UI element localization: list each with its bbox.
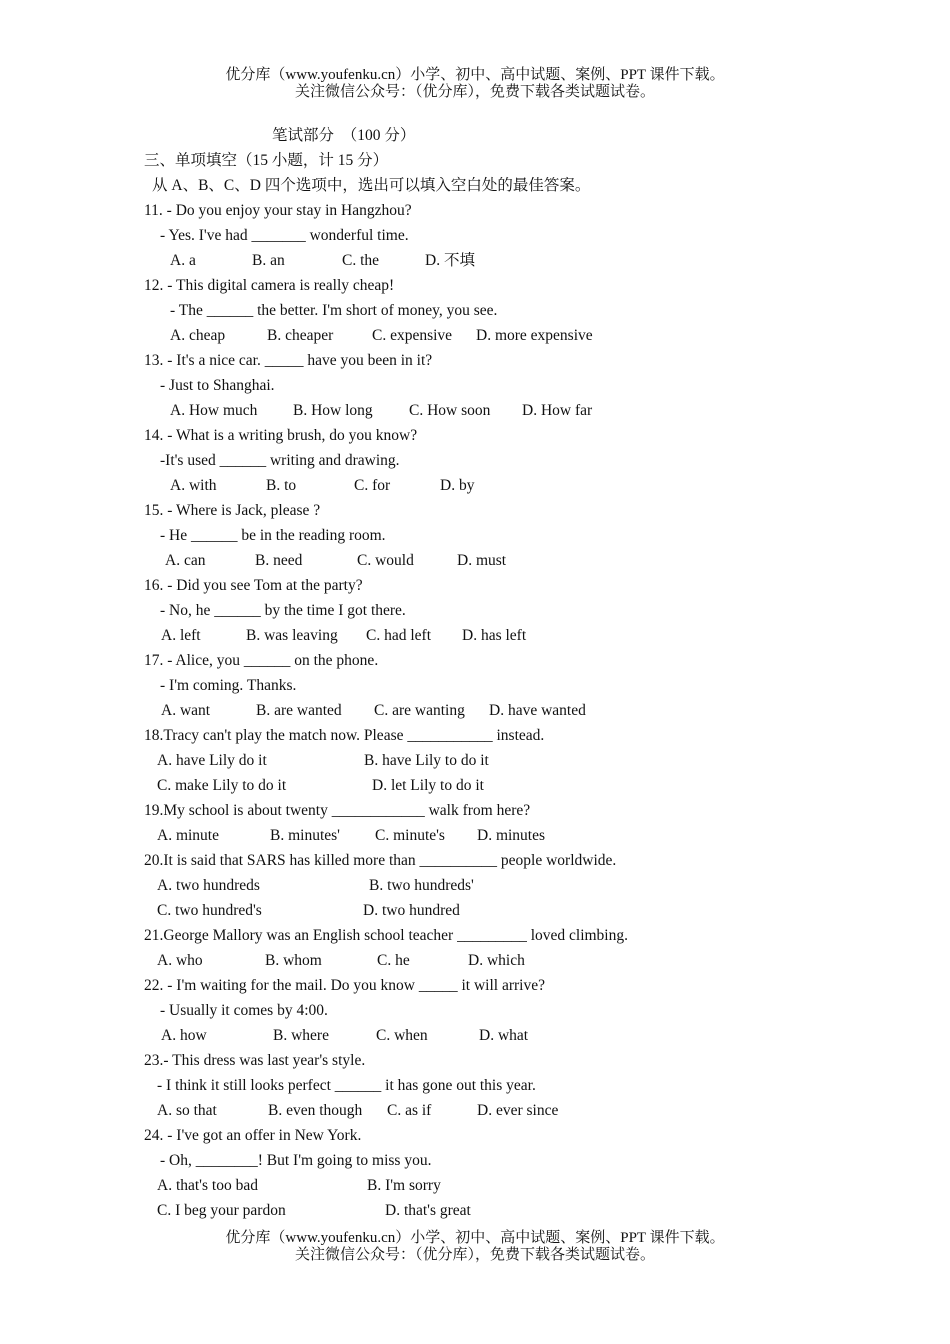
option-20-a: A. two hundreds [157, 877, 260, 894]
option-24-c: C. I beg your pardon [157, 1202, 286, 1219]
question-14-stem: 14. - What is a writing brush, do you know? [144, 427, 418, 444]
question-15-reply: - He ______ be in the reading room. [160, 527, 386, 544]
question-16-reply: - No, he ______ by the time I got there. [160, 602, 406, 619]
question-24-stem: 24. - I've got an offer in New York. [144, 1127, 362, 1144]
option-11-d: D. 不填 [425, 252, 475, 269]
option-13-d: D. How far [522, 402, 593, 419]
question-12-reply: - The ______ the better. I'm short of money, you see. [170, 302, 498, 319]
option-20-b: B. two hundreds' [369, 877, 474, 894]
option-13-a: A. How much [170, 402, 258, 419]
option-14-b: B. to [266, 477, 297, 494]
question-20-stem: 20.It is said that SARS has killed more than __________ people worldwide. [144, 852, 617, 869]
option-19-c: C. minute's [375, 827, 445, 844]
option-23-b: B. even though [268, 1102, 363, 1119]
question-24-reply: - Oh, ________! But I'm going to miss you. [160, 1152, 432, 1169]
option-19-d: D. minutes [477, 827, 546, 844]
option-18-c: C. make Lily to do it [157, 777, 287, 794]
instruction: 从 A、B、C、D 四个选项中，选出可以填入空白处的最佳答案。 [152, 177, 591, 194]
option-24-d: D. that's great [385, 1202, 471, 1219]
option-22-b: B. where [273, 1027, 329, 1044]
question-18-stem: 18.Tracy can't play the match now. Please ___________ instead. [144, 727, 545, 744]
part-heading: 三、单项填空（15 小题，计 15 分） [144, 152, 389, 169]
option-13-c: C. How soon [409, 402, 491, 419]
question-11-reply: - Yes. I've had _______ wonderful time. [160, 227, 409, 244]
header-line-2: 关注微信公众号：（优分库），免费下载各类试题试卷。 [294, 84, 655, 100]
option-18-b: B. have Lily to do it [364, 752, 489, 769]
option-14-d: D. by [440, 477, 475, 494]
question-14-reply: -It's used ______ writing and drawing. [160, 452, 400, 469]
question-19-stem: 19.My school is about twenty ____________ walk from here? [144, 802, 531, 819]
option-21-a: A. who [157, 952, 203, 969]
option-19-a: A. minute [157, 827, 219, 844]
option-17-c: C. are wanting [374, 702, 465, 719]
option-15-c: C. would [357, 552, 414, 569]
option-12-b: B. cheaper [267, 327, 334, 344]
option-13-b: B. How long [293, 402, 373, 419]
option-15-d: D. must [457, 552, 507, 569]
option-24-a: A. that's too bad [157, 1177, 258, 1194]
question-11-stem: 11. - Do you enjoy your stay in Hangzhou? [144, 202, 412, 219]
option-12-d: D. more expensive [476, 327, 593, 344]
option-16-d: D. has left [462, 627, 527, 644]
option-16-b: B. was leaving [246, 627, 338, 644]
question-13-reply: - Just to Shanghai. [160, 377, 275, 394]
question-17-stem: 17. - Alice, you ______ on the phone. [144, 652, 379, 669]
option-23-a: A. so that [157, 1102, 217, 1119]
question-12-stem: 12. - This digital camera is really cheap! [144, 277, 395, 294]
option-18-d: D. let Lily to do it [372, 777, 484, 794]
option-11-c: C. the [342, 252, 380, 269]
option-22-d: D. what [479, 1027, 529, 1044]
option-16-c: C. had left [366, 627, 431, 644]
option-24-b: B. I'm sorry [367, 1177, 441, 1194]
option-12-a: A. cheap [170, 327, 226, 344]
option-19-b: B. minutes' [270, 827, 340, 844]
option-14-c: C. for [354, 477, 391, 494]
question-15-stem: 15. - Where is Jack, please ? [144, 502, 321, 519]
page-header [0, 67, 950, 101]
option-22-c: C. when [376, 1027, 428, 1044]
option-17-b: B. are wanted [256, 702, 342, 719]
option-17-d: D. have wanted [489, 702, 586, 719]
option-20-c: C. two hundred's [157, 902, 262, 919]
option-21-d: D. which [468, 952, 525, 969]
option-18-a: A. have Lily do it [157, 752, 267, 769]
option-20-d: D. two hundred [363, 902, 460, 919]
option-17-a: A. want [161, 702, 211, 719]
option-21-b: B. whom [265, 952, 322, 969]
question-22-reply: - Usually it comes by 4:00. [160, 1002, 328, 1019]
section-title: 笔试部分 （100 分） [272, 127, 416, 144]
option-16-a: A. left [161, 627, 201, 644]
footer-line-2: 关注微信公众号：（优分库），免费下载各类试题试卷。 [294, 1247, 655, 1263]
question-21-stem: 21.George Mallory was an English school teacher _________ loved climbing. [144, 927, 628, 944]
question-17-reply: - I'm coming. Thanks. [160, 677, 297, 694]
question-23-reply: - I think it still looks perfect ______ it has gone out this year. [157, 1077, 536, 1094]
option-15-b: B. need [255, 552, 303, 569]
option-11-b: B. an [252, 252, 285, 269]
option-23-c: C. as if [387, 1102, 432, 1119]
option-11-a: A. a [170, 252, 196, 269]
option-12-c: C. expensive [372, 327, 453, 344]
option-14-a: A. with [170, 477, 217, 494]
question-16-stem: 16. - Did you see Tom at the party? [144, 577, 363, 594]
header-line-1: 优分库（www.youfenku.cn）小学、初中、高中试题、案例、PPT 课件下载。 [225, 67, 725, 83]
page-footer [0, 1230, 950, 1264]
option-22-a: A. how [161, 1027, 207, 1044]
option-21-c: C. he [377, 952, 410, 969]
footer-line-1: 优分库（www.youfenku.cn）小学、初中、高中试题、案例、PPT 课件下载。 [225, 1230, 725, 1246]
option-15-a: A. can [165, 552, 206, 569]
question-22-stem: 22. - I'm waiting for the mail. Do you know _____ it will arrive? [144, 977, 545, 994]
option-23-d: D. ever since [477, 1102, 559, 1119]
question-23-stem: 23.- This dress was last year's style. [144, 1052, 366, 1069]
question-13-stem: 13. - It's a nice car. _____ have you been in it? [144, 352, 433, 369]
